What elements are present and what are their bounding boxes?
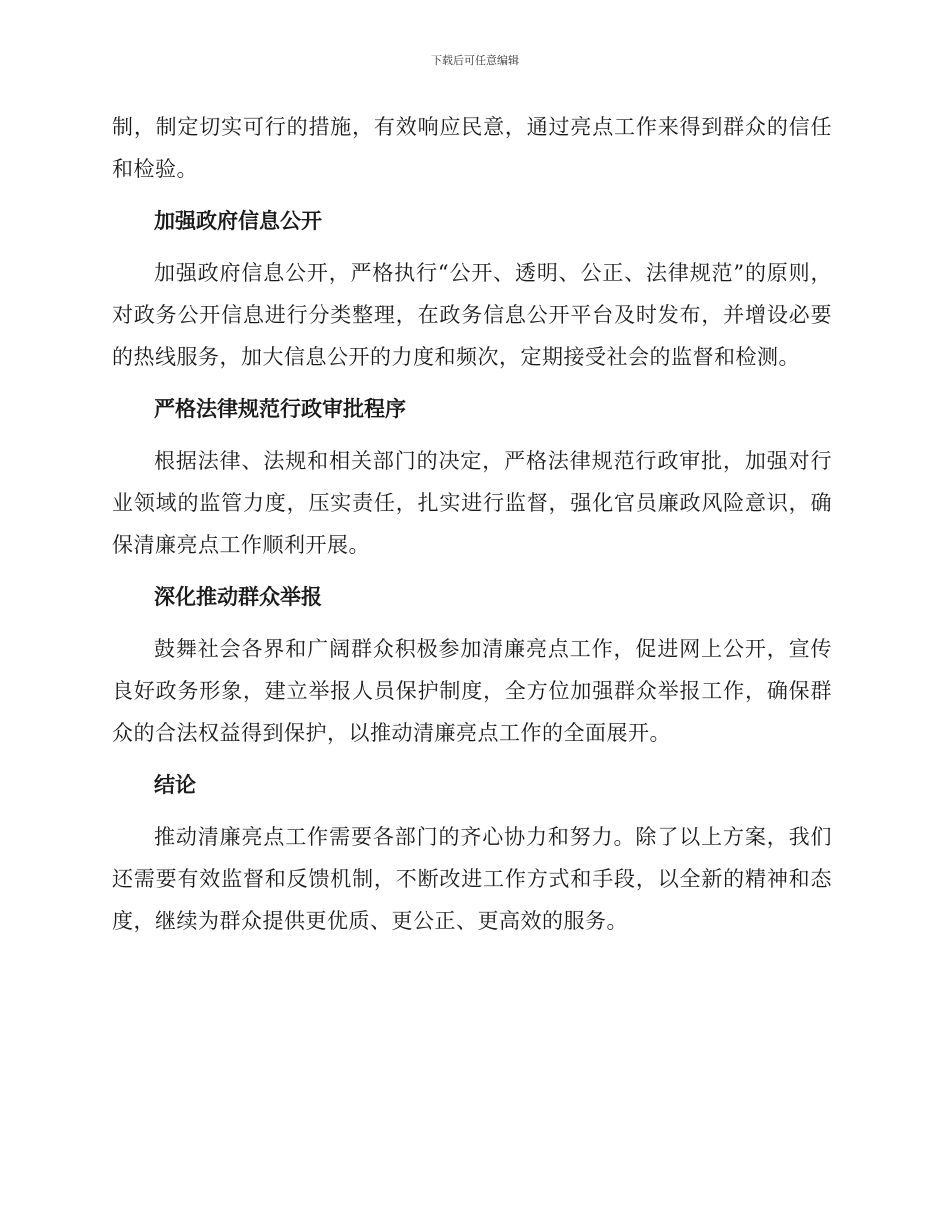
section-heading-public-reporting: 深化推动群众举报	[154, 585, 322, 609]
section-heading-conclusion: 结论	[154, 773, 196, 797]
intro-paragraph: 制，制定切实可行的措施，有效响应民意，通过亮点工作来得到群众的信任和检验。	[112, 115, 832, 181]
section-heading-approval-procedure: 严格法律规范行政审批程序	[154, 397, 406, 421]
section-body-info-disclosure: 加强政府信息公开，严格执行“公开、透明、公正、法律规范”的原则，对政务公开信息进行分类整理，在政务信息公开平台及时发布，并增设必要的热线服务，加大信息公开的力度和频次，定期接受社会的监督和检测。	[112, 261, 832, 369]
section-body-approval-procedure: 根据法律、法规和相关部门的决定，严格法律规范行政审批，加强对行业领域的监管力度，压实责任，扎实进行监督，强化官员廉政风险意识，确保清廉亮点工作顺利开展。	[112, 449, 832, 557]
page-header: 下载后可任意编辑	[431, 54, 519, 67]
section-heading-info-disclosure: 加强政府信息公开	[154, 209, 322, 233]
section-body-public-reporting: 鼓舞社会各界和广阔群众积极参加清廉亮点工作，促进网上公开，宣传良好政务形象，建立举报人员保护制度，全方位加强群众举报工作，确保群众的合法权益得到保护，以推动清廉亮点工作的全面展开。	[112, 637, 832, 745]
section-body-conclusion: 推动清廉亮点工作需要各部门的齐心协力和努力。除了以上方案，我们还需要有效监督和反馈机制，不断改进工作方式和手段，以全新的精神和态度，继续为群众提供更优质、更公正、更高效的服务。	[112, 825, 832, 933]
document-body	[112, 106, 832, 952]
